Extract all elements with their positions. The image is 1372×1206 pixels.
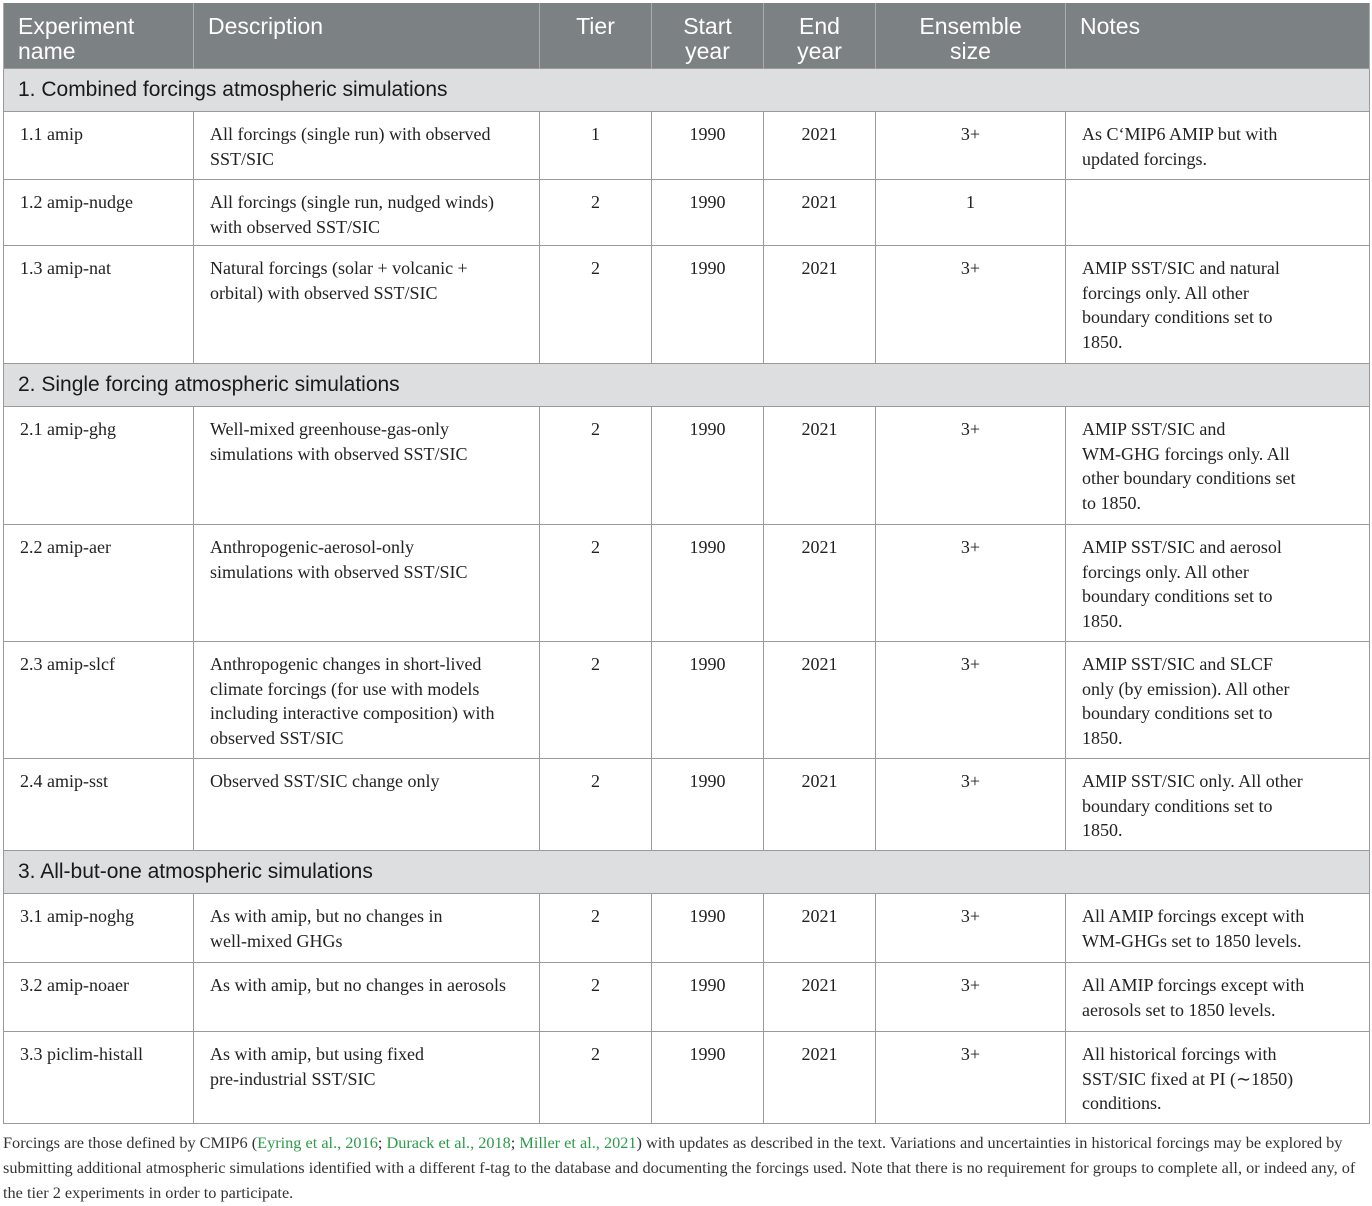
table-row (4, 1032, 1370, 1124)
header-tier: Tier (540, 3, 652, 69)
notes-cell-line: to 1850. (1082, 492, 1142, 513)
description-cell (194, 112, 540, 180)
notes-cell-line: other boundary conditions set (1082, 468, 1296, 488)
citation-link-eyring[interactable]: Eyring et al., 2016 (257, 1133, 378, 1152)
notes-cell-line: SST/SIC fixed at PI (∼1850) (1082, 1068, 1294, 1089)
description-cell (194, 759, 540, 851)
description-cell-line: simulations with observed SST/SIC (210, 443, 468, 464)
notes-cell-line: AMIP SST/SIC and aerosol (1082, 537, 1282, 557)
notes-cell-line: AMIP SST/SIC and natural (1082, 258, 1280, 278)
description-cell-line: As with amip, but no changes in aerosols (210, 975, 506, 995)
notes-cell-line: 1850. (1082, 331, 1123, 352)
tier-cell: 2 (540, 407, 652, 525)
experiment-name-cell: 1.2 amip-nudge (4, 180, 194, 246)
notes-cell-line: 1850. (1082, 727, 1123, 748)
header-experiment-name: Experiment name (4, 3, 194, 69)
experiment-name-cell: 2.1 amip-ghg (4, 407, 194, 525)
experiment-name-cell: 2.2 amip-aer (4, 525, 194, 642)
tier-cell: 2 (540, 180, 652, 246)
tier-cell: 2 (540, 963, 652, 1032)
end-year-cell: 2021 (764, 759, 876, 851)
ensemble-size-cell: 3+ (876, 894, 1066, 963)
notes-cell (1066, 642, 1370, 759)
notes-cell-line: AMIP SST/SIC and SLCF (1082, 654, 1273, 674)
notes-cell-line: conditions. (1082, 1093, 1162, 1113)
description-cell-line: As with amip, but no changes in (210, 906, 443, 926)
ensemble-size-cell: 3+ (876, 112, 1066, 180)
header-notes: Notes (1066, 3, 1370, 69)
table-row (4, 894, 1370, 963)
start-year-cell: 1990 (652, 407, 764, 525)
tier-cell: 2 (540, 894, 652, 963)
table-body (4, 69, 1370, 1124)
tier-cell: 2 (540, 525, 652, 642)
description-cell-line: All forcings (single run, nudged winds) (210, 192, 494, 212)
notes-cell-line: boundary conditions set to (1082, 795, 1273, 816)
notes-cell-line: boundary conditions set to (1082, 586, 1273, 606)
description-cell (194, 642, 540, 759)
start-year-cell: 1990 (652, 642, 764, 759)
description-cell (194, 407, 540, 525)
notes-cell-line: WM-GHG forcings only. All (1082, 443, 1290, 464)
notes-cell (1066, 180, 1370, 246)
notes-cell-line: WM-GHGs set to 1850 levels. (1082, 930, 1302, 951)
section-title: 3. All-but-one atmospheric simulations (4, 851, 1370, 894)
description-cell-line: Anthropogenic-aerosol-only (210, 537, 414, 557)
header-row (4, 3, 1370, 69)
header-start-year: Start year (652, 3, 764, 69)
section-header-row (4, 364, 1370, 407)
section-title: 1. Combined forcings atmospheric simulations (4, 69, 1370, 112)
ensemble-size-cell: 3+ (876, 642, 1066, 759)
notes-cell (1066, 525, 1370, 642)
notes-cell-line: All historical forcings with (1082, 1044, 1277, 1064)
table-row (4, 525, 1370, 642)
experiment-name-cell: 1.3 amip-nat (4, 246, 194, 364)
tier-cell: 1 (540, 112, 652, 180)
start-year-cell: 1990 (652, 246, 764, 364)
notes-cell-line: 1850. (1082, 820, 1123, 840)
end-year-cell: 2021 (764, 642, 876, 759)
section-title: 2. Single forcing atmospheric simulations (4, 364, 1370, 407)
notes-cell-line: All AMIP forcings except with (1082, 906, 1305, 926)
table-row (4, 642, 1370, 759)
tier-cell: 2 (540, 642, 652, 759)
start-year-cell: 1990 (652, 894, 764, 963)
description-cell-line: As with amip, but using fixed (210, 1044, 424, 1064)
end-year-cell: 2021 (764, 525, 876, 642)
notes-cell-line: boundary conditions set to (1082, 703, 1273, 723)
citation-link-durack[interactable]: Durack et al., 2018 (386, 1133, 511, 1152)
description-cell-line: Observed SST/SIC change only (210, 771, 440, 791)
end-year-cell: 2021 (764, 963, 876, 1032)
notes-cell-line: updated forcings. (1082, 148, 1207, 169)
end-year-cell: 2021 (764, 407, 876, 525)
notes-cell-line: only (by emission). All other (1082, 678, 1290, 699)
start-year-cell: 1990 (652, 759, 764, 851)
notes-cell (1066, 112, 1370, 180)
description-cell-line: well-mixed GHGs (210, 930, 343, 951)
citation-link-miller[interactable]: Miller et al., 2021 (519, 1133, 637, 1152)
description-cell-line: simulations with observed SST/SIC (210, 561, 468, 582)
header-description: Description (194, 3, 540, 69)
experiment-name-cell: 3.3 piclim-histall (4, 1032, 194, 1124)
ensemble-size-cell: 3+ (876, 407, 1066, 525)
end-year-cell: 2021 (764, 894, 876, 963)
notes-cell (1066, 963, 1370, 1032)
notes-cell (1066, 759, 1370, 851)
section-header-row (4, 69, 1370, 112)
start-year-cell: 1990 (652, 1032, 764, 1124)
description-cell-line: orbital) with observed SST/SIC (210, 282, 438, 303)
tier-cell: 2 (540, 1032, 652, 1124)
header-ensemble-size: Ensemble size (876, 3, 1066, 69)
description-cell (194, 246, 540, 364)
table-row (4, 759, 1370, 851)
experiment-name-cell: 3.1 amip-noghg (4, 894, 194, 963)
notes-cell-line: AMIP SST/SIC only. All other (1082, 771, 1303, 791)
table-row (4, 180, 1370, 246)
ensemble-size-cell: 3+ (876, 759, 1066, 851)
experiment-name-cell: 3.2 amip-noaer (4, 963, 194, 1032)
experiment-name-cell: 2.3 amip-slcf (4, 642, 194, 759)
end-year-cell: 2021 (764, 180, 876, 246)
header-end-year: End year (764, 3, 876, 69)
description-cell-line: pre-industrial SST/SIC (210, 1068, 376, 1089)
ensemble-size-cell: 3+ (876, 525, 1066, 642)
description-cell (194, 1032, 540, 1124)
description-cell-line: All forcings (single run) with observed (210, 124, 491, 144)
notes-cell-line: 1850. (1082, 610, 1123, 631)
start-year-cell: 1990 (652, 180, 764, 246)
description-cell (194, 894, 540, 963)
section-header-row (4, 851, 1370, 894)
notes-cell-line: boundary conditions set to (1082, 307, 1273, 327)
table-row (4, 112, 1370, 180)
description-cell-line: observed SST/SIC (210, 727, 344, 748)
table-container (3, 3, 1369, 1124)
end-year-cell: 2021 (764, 112, 876, 180)
description-cell (194, 180, 540, 246)
start-year-cell: 1990 (652, 963, 764, 1032)
description-cell-line: Natural forcings (solar + volcanic + (210, 258, 468, 278)
description-cell (194, 963, 540, 1032)
table-row (4, 963, 1370, 1032)
experiment-name-cell: 2.4 amip-sst (4, 759, 194, 851)
experiments-table (3, 3, 1370, 1124)
start-year-cell: 1990 (652, 112, 764, 180)
description-cell-line: with observed SST/SIC (210, 216, 381, 237)
description-cell-line: Anthropogenic changes in short-lived (210, 654, 482, 674)
ensemble-size-cell: 3+ (876, 1032, 1066, 1124)
description-cell-line: climate forcings (for use with models (210, 678, 480, 699)
notes-cell-line: As C‘MIP6 AMIP but with (1082, 124, 1278, 144)
notes-cell-line: aerosols set to 1850 levels. (1082, 999, 1276, 1020)
notes-cell (1066, 246, 1370, 364)
notes-cell (1066, 407, 1370, 525)
description-cell-line: SST/SIC (210, 148, 275, 169)
tier-cell: 2 (540, 246, 652, 364)
table-row (4, 246, 1370, 364)
table-footnote: Forcings are those defined by CMIP6 (Eyring et al., 2016; Durack et al., 2018; Miller et al., 2021) with updates as described in the text. Variations and uncertainties in historical forcings may be explored by submitting additional atmospheric simulations identified with a different f-tag to the database and documenting the forcings used. Note that there is no requirement for groups to complete all, or indeed any, of the tier 2 experiments in order to participate. (3, 1133, 1356, 1202)
end-year-cell: 2021 (764, 1032, 876, 1124)
start-year-cell: 1990 (652, 525, 764, 642)
notes-cell-line: forcings only. All other (1082, 282, 1249, 303)
tier-cell: 2 (540, 759, 652, 851)
notes-cell-line: forcings only. All other (1082, 561, 1249, 582)
description-cell-line: Well-mixed greenhouse-gas-only (210, 419, 449, 439)
notes-cell (1066, 1032, 1370, 1124)
end-year-cell: 2021 (764, 246, 876, 364)
ensemble-size-cell: 1 (876, 180, 1066, 246)
description-cell-line: including interactive composition) with (210, 703, 495, 723)
description-cell (194, 525, 540, 642)
ensemble-size-cell: 3+ (876, 963, 1066, 1032)
notes-cell-line: AMIP SST/SIC and (1082, 419, 1226, 439)
table-row (4, 407, 1370, 525)
experiment-name-cell: 1.1 amip (4, 112, 194, 180)
ensemble-size-cell: 3+ (876, 246, 1066, 364)
notes-cell (1066, 894, 1370, 963)
notes-cell-line: All AMIP forcings except with (1082, 975, 1305, 995)
